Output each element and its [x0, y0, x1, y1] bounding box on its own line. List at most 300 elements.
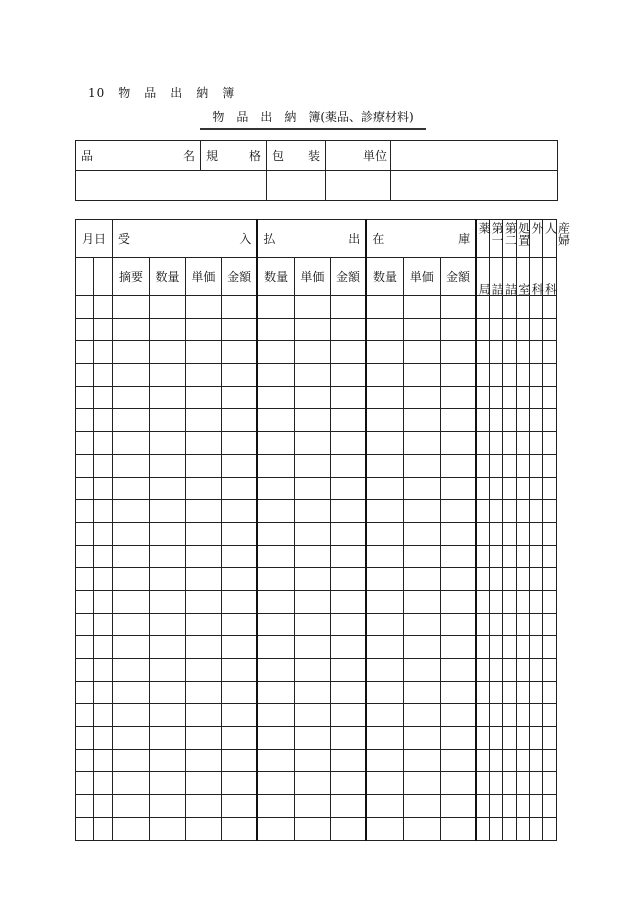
- treatment-room-cell[interactable]: [516, 432, 529, 455]
- receive-amount-cell[interactable]: [221, 772, 257, 795]
- obgyn-cell[interactable]: [543, 522, 557, 545]
- surgery-cell[interactable]: [530, 772, 543, 795]
- pharmacy-cell[interactable]: [476, 409, 489, 432]
- treatment-room-cell[interactable]: [516, 409, 529, 432]
- pay-quantity-cell[interactable]: [257, 659, 294, 682]
- station-2-cell[interactable]: [503, 545, 516, 568]
- stock-amount-cell[interactable]: [440, 704, 476, 727]
- pay-unit-price-cell[interactable]: [294, 727, 330, 750]
- month-cell[interactable]: [76, 454, 94, 477]
- station-1-cell[interactable]: [490, 659, 503, 682]
- receive-amount-cell[interactable]: [221, 568, 257, 591]
- receive-unit-price-cell[interactable]: [185, 409, 221, 432]
- receive-quantity-cell[interactable]: [149, 341, 185, 364]
- station-1-cell[interactable]: [490, 432, 503, 455]
- packaging-field[interactable]: [267, 171, 326, 201]
- receive-quantity-cell[interactable]: [149, 364, 185, 387]
- pay-quantity-cell[interactable]: [257, 341, 294, 364]
- station-1-cell[interactable]: [490, 364, 503, 387]
- unit-value-field[interactable]: [391, 141, 558, 171]
- pay-amount-cell[interactable]: [330, 590, 366, 613]
- pay-unit-price-cell[interactable]: [294, 364, 330, 387]
- treatment-room-cell[interactable]: [516, 590, 529, 613]
- surgery-cell[interactable]: [530, 386, 543, 409]
- surgery-cell[interactable]: [530, 636, 543, 659]
- treatment-room-cell[interactable]: [516, 659, 529, 682]
- receive-summary-cell[interactable]: [112, 432, 149, 455]
- stock-amount-cell[interactable]: [440, 500, 476, 523]
- pay-unit-price-cell[interactable]: [294, 318, 330, 341]
- treatment-room-cell[interactable]: [516, 522, 529, 545]
- pay-unit-price-cell[interactable]: [294, 522, 330, 545]
- surgery-cell[interactable]: [530, 409, 543, 432]
- receive-amount-cell[interactable]: [221, 636, 257, 659]
- stock-quantity-cell[interactable]: [366, 341, 403, 364]
- day-cell[interactable]: [94, 772, 113, 795]
- pay-unit-price-cell[interactable]: [294, 636, 330, 659]
- day-cell[interactable]: [94, 727, 113, 750]
- station-1-cell[interactable]: [490, 296, 503, 319]
- surgery-cell[interactable]: [530, 522, 543, 545]
- pharmacy-cell[interactable]: [476, 749, 489, 772]
- pay-unit-price-cell[interactable]: [294, 704, 330, 727]
- remarks-field[interactable]: [391, 171, 558, 201]
- stock-amount-cell[interactable]: [440, 432, 476, 455]
- receive-unit-price-cell[interactable]: [185, 386, 221, 409]
- pharmacy-cell[interactable]: [476, 613, 489, 636]
- day-cell[interactable]: [94, 613, 113, 636]
- stock-unit-price-cell[interactable]: [403, 364, 440, 387]
- receive-summary-cell[interactable]: [112, 522, 149, 545]
- obgyn-cell[interactable]: [543, 772, 557, 795]
- pharmacy-cell[interactable]: [476, 477, 489, 500]
- stock-quantity-cell[interactable]: [366, 704, 403, 727]
- receive-summary-cell[interactable]: [112, 477, 149, 500]
- stock-unit-price-cell[interactable]: [403, 386, 440, 409]
- pay-quantity-cell[interactable]: [257, 386, 294, 409]
- stock-unit-price-cell[interactable]: [403, 613, 440, 636]
- receive-unit-price-cell[interactable]: [185, 613, 221, 636]
- month-cell[interactable]: [76, 795, 94, 818]
- month-cell[interactable]: [76, 749, 94, 772]
- stock-amount-cell[interactable]: [440, 296, 476, 319]
- station-2-cell[interactable]: [503, 296, 516, 319]
- pay-unit-price-cell[interactable]: [294, 749, 330, 772]
- obgyn-cell[interactable]: [543, 500, 557, 523]
- stock-amount-cell[interactable]: [440, 409, 476, 432]
- obgyn-cell[interactable]: [543, 613, 557, 636]
- receive-unit-price-cell[interactable]: [185, 341, 221, 364]
- station-2-cell[interactable]: [503, 795, 516, 818]
- stock-quantity-cell[interactable]: [366, 749, 403, 772]
- pay-quantity-cell[interactable]: [257, 477, 294, 500]
- receive-unit-price-cell[interactable]: [185, 659, 221, 682]
- receive-summary-cell[interactable]: [112, 341, 149, 364]
- receive-quantity-cell[interactable]: [149, 477, 185, 500]
- stock-amount-cell[interactable]: [440, 772, 476, 795]
- stock-unit-price-cell[interactable]: [403, 817, 440, 840]
- stock-amount-cell[interactable]: [440, 341, 476, 364]
- pay-unit-price-cell[interactable]: [294, 477, 330, 500]
- pay-amount-cell[interactable]: [330, 296, 366, 319]
- stock-quantity-cell[interactable]: [366, 477, 403, 500]
- stock-unit-price-cell[interactable]: [403, 318, 440, 341]
- pay-quantity-cell[interactable]: [257, 727, 294, 750]
- receive-quantity-cell[interactable]: [149, 296, 185, 319]
- pay-amount-cell[interactable]: [330, 772, 366, 795]
- day-cell[interactable]: [94, 636, 113, 659]
- station-1-cell[interactable]: [490, 341, 503, 364]
- month-cell[interactable]: [76, 568, 94, 591]
- surgery-cell[interactable]: [530, 727, 543, 750]
- stock-amount-cell[interactable]: [440, 568, 476, 591]
- pay-unit-price-cell[interactable]: [294, 659, 330, 682]
- pay-amount-cell[interactable]: [330, 454, 366, 477]
- receive-unit-price-cell[interactable]: [185, 432, 221, 455]
- receive-amount-cell[interactable]: [221, 613, 257, 636]
- station-2-cell[interactable]: [503, 341, 516, 364]
- treatment-room-cell[interactable]: [516, 454, 529, 477]
- obgyn-cell[interactable]: [543, 704, 557, 727]
- day-cell[interactable]: [94, 817, 113, 840]
- stock-amount-cell[interactable]: [440, 364, 476, 387]
- receive-quantity-cell[interactable]: [149, 659, 185, 682]
- day-cell[interactable]: [94, 681, 113, 704]
- receive-summary-cell[interactable]: [112, 749, 149, 772]
- month-cell[interactable]: [76, 364, 94, 387]
- stock-amount-cell[interactable]: [440, 590, 476, 613]
- stock-quantity-cell[interactable]: [366, 364, 403, 387]
- pay-quantity-cell[interactable]: [257, 749, 294, 772]
- station-1-cell[interactable]: [490, 590, 503, 613]
- receive-summary-cell[interactable]: [112, 636, 149, 659]
- obgyn-cell[interactable]: [543, 681, 557, 704]
- station-1-cell[interactable]: [490, 636, 503, 659]
- station-1-cell[interactable]: [490, 817, 503, 840]
- obgyn-cell[interactable]: [543, 727, 557, 750]
- month-cell[interactable]: [76, 704, 94, 727]
- pharmacy-cell[interactable]: [476, 817, 489, 840]
- day-cell[interactable]: [94, 341, 113, 364]
- surgery-cell[interactable]: [530, 477, 543, 500]
- receive-quantity-cell[interactable]: [149, 568, 185, 591]
- treatment-room-cell[interactable]: [516, 364, 529, 387]
- stock-unit-price-cell[interactable]: [403, 432, 440, 455]
- receive-quantity-cell[interactable]: [149, 409, 185, 432]
- stock-amount-cell[interactable]: [440, 386, 476, 409]
- treatment-room-cell[interactable]: [516, 545, 529, 568]
- receive-quantity-cell[interactable]: [149, 613, 185, 636]
- month-cell[interactable]: [76, 409, 94, 432]
- stock-quantity-cell[interactable]: [366, 522, 403, 545]
- receive-unit-price-cell[interactable]: [185, 795, 221, 818]
- day-cell[interactable]: [94, 432, 113, 455]
- receive-quantity-cell[interactable]: [149, 386, 185, 409]
- receive-quantity-cell[interactable]: [149, 500, 185, 523]
- receive-unit-price-cell[interactable]: [185, 727, 221, 750]
- receive-quantity-cell[interactable]: [149, 318, 185, 341]
- receive-quantity-cell[interactable]: [149, 727, 185, 750]
- receive-unit-price-cell[interactable]: [185, 545, 221, 568]
- surgery-cell[interactable]: [530, 318, 543, 341]
- month-cell[interactable]: [76, 477, 94, 500]
- month-cell[interactable]: [76, 386, 94, 409]
- receive-summary-cell[interactable]: [112, 454, 149, 477]
- station-2-cell[interactable]: [503, 500, 516, 523]
- pay-unit-price-cell[interactable]: [294, 590, 330, 613]
- pharmacy-cell[interactable]: [476, 318, 489, 341]
- stock-quantity-cell[interactable]: [366, 659, 403, 682]
- receive-amount-cell[interactable]: [221, 817, 257, 840]
- pay-amount-cell[interactable]: [330, 500, 366, 523]
- station-2-cell[interactable]: [503, 590, 516, 613]
- stock-quantity-cell[interactable]: [366, 318, 403, 341]
- receive-unit-price-cell[interactable]: [185, 454, 221, 477]
- receive-amount-cell[interactable]: [221, 681, 257, 704]
- pharmacy-cell[interactable]: [476, 681, 489, 704]
- month-cell[interactable]: [76, 727, 94, 750]
- stock-quantity-cell[interactable]: [366, 772, 403, 795]
- pay-unit-price-cell[interactable]: [294, 817, 330, 840]
- receive-amount-cell[interactable]: [221, 296, 257, 319]
- treatment-room-cell[interactable]: [516, 817, 529, 840]
- receive-unit-price-cell[interactable]: [185, 704, 221, 727]
- pay-unit-price-cell[interactable]: [294, 613, 330, 636]
- day-cell[interactable]: [94, 659, 113, 682]
- month-cell[interactable]: [76, 545, 94, 568]
- pay-unit-price-cell[interactable]: [294, 409, 330, 432]
- pharmacy-cell[interactable]: [476, 454, 489, 477]
- obgyn-cell[interactable]: [543, 817, 557, 840]
- obgyn-cell[interactable]: [543, 749, 557, 772]
- stock-unit-price-cell[interactable]: [403, 409, 440, 432]
- pharmacy-cell[interactable]: [476, 772, 489, 795]
- pay-unit-price-cell[interactable]: [294, 681, 330, 704]
- obgyn-cell[interactable]: [543, 341, 557, 364]
- stock-unit-price-cell[interactable]: [403, 704, 440, 727]
- stock-unit-price-cell[interactable]: [403, 636, 440, 659]
- surgery-cell[interactable]: [530, 704, 543, 727]
- receive-amount-cell[interactable]: [221, 409, 257, 432]
- pay-quantity-cell[interactable]: [257, 636, 294, 659]
- stock-amount-cell[interactable]: [440, 613, 476, 636]
- stock-quantity-cell[interactable]: [366, 545, 403, 568]
- station-1-cell[interactable]: [490, 795, 503, 818]
- receive-quantity-cell[interactable]: [149, 545, 185, 568]
- station-1-cell[interactable]: [490, 500, 503, 523]
- pay-amount-cell[interactable]: [330, 817, 366, 840]
- obgyn-cell[interactable]: [543, 409, 557, 432]
- surgery-cell[interactable]: [530, 454, 543, 477]
- station-2-cell[interactable]: [503, 681, 516, 704]
- pay-unit-price-cell[interactable]: [294, 772, 330, 795]
- pay-quantity-cell[interactable]: [257, 681, 294, 704]
- stock-quantity-cell[interactable]: [366, 500, 403, 523]
- obgyn-cell[interactable]: [543, 432, 557, 455]
- receive-unit-price-cell[interactable]: [185, 636, 221, 659]
- station-2-cell[interactable]: [503, 432, 516, 455]
- day-cell[interactable]: [94, 454, 113, 477]
- receive-unit-price-cell[interactable]: [185, 318, 221, 341]
- receive-summary-cell[interactable]: [112, 364, 149, 387]
- station-2-cell[interactable]: [503, 659, 516, 682]
- pay-amount-cell[interactable]: [330, 477, 366, 500]
- station-2-cell[interactable]: [503, 364, 516, 387]
- treatment-room-cell[interactable]: [516, 749, 529, 772]
- month-cell[interactable]: [76, 659, 94, 682]
- receive-quantity-cell[interactable]: [149, 432, 185, 455]
- pay-amount-cell[interactable]: [330, 613, 366, 636]
- treatment-room-cell[interactable]: [516, 296, 529, 319]
- receive-summary-cell[interactable]: [112, 545, 149, 568]
- stock-unit-price-cell[interactable]: [403, 500, 440, 523]
- stock-amount-cell[interactable]: [440, 659, 476, 682]
- stock-unit-price-cell[interactable]: [403, 341, 440, 364]
- stock-quantity-cell[interactable]: [366, 613, 403, 636]
- station-1-cell[interactable]: [490, 749, 503, 772]
- stock-amount-cell[interactable]: [440, 681, 476, 704]
- receive-amount-cell[interactable]: [221, 749, 257, 772]
- pay-amount-cell[interactable]: [330, 409, 366, 432]
- pharmacy-cell[interactable]: [476, 296, 489, 319]
- pay-unit-price-cell[interactable]: [294, 795, 330, 818]
- pay-amount-cell[interactable]: [330, 749, 366, 772]
- month-cell[interactable]: [76, 772, 94, 795]
- station-2-cell[interactable]: [503, 772, 516, 795]
- treatment-room-cell[interactable]: [516, 727, 529, 750]
- obgyn-cell[interactable]: [543, 590, 557, 613]
- month-cell[interactable]: [76, 613, 94, 636]
- pay-quantity-cell[interactable]: [257, 568, 294, 591]
- station-2-cell[interactable]: [503, 704, 516, 727]
- pay-amount-cell[interactable]: [330, 545, 366, 568]
- receive-amount-cell[interactable]: [221, 545, 257, 568]
- stock-unit-price-cell[interactable]: [403, 772, 440, 795]
- pay-amount-cell[interactable]: [330, 386, 366, 409]
- stock-unit-price-cell[interactable]: [403, 477, 440, 500]
- pay-amount-cell[interactable]: [330, 522, 366, 545]
- pay-amount-cell[interactable]: [330, 659, 366, 682]
- pay-unit-price-cell[interactable]: [294, 432, 330, 455]
- pay-unit-price-cell[interactable]: [294, 296, 330, 319]
- station-1-cell[interactable]: [490, 318, 503, 341]
- receive-summary-cell[interactable]: [112, 500, 149, 523]
- pay-quantity-cell[interactable]: [257, 522, 294, 545]
- pharmacy-cell[interactable]: [476, 659, 489, 682]
- stock-quantity-cell[interactable]: [366, 636, 403, 659]
- treatment-room-cell[interactable]: [516, 613, 529, 636]
- obgyn-cell[interactable]: [543, 477, 557, 500]
- station-1-cell[interactable]: [490, 386, 503, 409]
- receive-summary-cell[interactable]: [112, 590, 149, 613]
- surgery-cell[interactable]: [530, 364, 543, 387]
- day-cell[interactable]: [94, 590, 113, 613]
- station-1-cell[interactable]: [490, 772, 503, 795]
- day-cell[interactable]: [94, 749, 113, 772]
- pharmacy-cell[interactable]: [476, 590, 489, 613]
- receive-amount-cell[interactable]: [221, 795, 257, 818]
- day-cell[interactable]: [94, 704, 113, 727]
- pay-amount-cell[interactable]: [330, 636, 366, 659]
- stock-unit-price-cell[interactable]: [403, 545, 440, 568]
- month-cell[interactable]: [76, 500, 94, 523]
- day-cell[interactable]: [94, 296, 113, 319]
- treatment-room-cell[interactable]: [516, 318, 529, 341]
- pharmacy-cell[interactable]: [476, 432, 489, 455]
- receive-unit-price-cell[interactable]: [185, 500, 221, 523]
- treatment-room-cell[interactable]: [516, 681, 529, 704]
- stock-quantity-cell[interactable]: [366, 727, 403, 750]
- pay-quantity-cell[interactable]: [257, 364, 294, 387]
- month-cell[interactable]: [76, 341, 94, 364]
- stock-unit-price-cell[interactable]: [403, 590, 440, 613]
- surgery-cell[interactable]: [530, 590, 543, 613]
- stock-unit-price-cell[interactable]: [403, 795, 440, 818]
- pay-unit-price-cell[interactable]: [294, 568, 330, 591]
- pay-unit-price-cell[interactable]: [294, 454, 330, 477]
- stock-quantity-cell[interactable]: [366, 454, 403, 477]
- stock-amount-cell[interactable]: [440, 318, 476, 341]
- pay-quantity-cell[interactable]: [257, 795, 294, 818]
- pharmacy-cell[interactable]: [476, 568, 489, 591]
- surgery-cell[interactable]: [530, 795, 543, 818]
- pharmacy-cell[interactable]: [476, 795, 489, 818]
- pharmacy-cell[interactable]: [476, 364, 489, 387]
- station-1-cell[interactable]: [490, 409, 503, 432]
- receive-unit-price-cell[interactable]: [185, 296, 221, 319]
- pay-amount-cell[interactable]: [330, 568, 366, 591]
- station-1-cell[interactable]: [490, 727, 503, 750]
- receive-amount-cell[interactable]: [221, 477, 257, 500]
- receive-quantity-cell[interactable]: [149, 681, 185, 704]
- receive-summary-cell[interactable]: [112, 296, 149, 319]
- stock-quantity-cell[interactable]: [366, 795, 403, 818]
- month-cell[interactable]: [76, 681, 94, 704]
- pay-quantity-cell[interactable]: [257, 704, 294, 727]
- stock-amount-cell[interactable]: [440, 477, 476, 500]
- station-2-cell[interactable]: [503, 454, 516, 477]
- receive-summary-cell[interactable]: [112, 409, 149, 432]
- station-1-cell[interactable]: [490, 613, 503, 636]
- stock-amount-cell[interactable]: [440, 795, 476, 818]
- pay-quantity-cell[interactable]: [257, 817, 294, 840]
- receive-amount-cell[interactable]: [221, 364, 257, 387]
- pharmacy-cell[interactable]: [476, 522, 489, 545]
- pay-quantity-cell[interactable]: [257, 296, 294, 319]
- station-2-cell[interactable]: [503, 636, 516, 659]
- stock-quantity-cell[interactable]: [366, 590, 403, 613]
- surgery-cell[interactable]: [530, 681, 543, 704]
- pay-quantity-cell[interactable]: [257, 500, 294, 523]
- receive-quantity-cell[interactable]: [149, 772, 185, 795]
- stock-quantity-cell[interactable]: [366, 296, 403, 319]
- stock-unit-price-cell[interactable]: [403, 727, 440, 750]
- stock-unit-price-cell[interactable]: [403, 568, 440, 591]
- station-1-cell[interactable]: [490, 454, 503, 477]
- obgyn-cell[interactable]: [543, 795, 557, 818]
- station-2-cell[interactable]: [503, 522, 516, 545]
- day-cell[interactable]: [94, 500, 113, 523]
- obgyn-cell[interactable]: [543, 568, 557, 591]
- receive-amount-cell[interactable]: [221, 500, 257, 523]
- receive-unit-price-cell[interactable]: [185, 364, 221, 387]
- receive-unit-price-cell[interactable]: [185, 681, 221, 704]
- receive-quantity-cell[interactable]: [149, 795, 185, 818]
- day-cell[interactable]: [94, 409, 113, 432]
- receive-amount-cell[interactable]: [221, 727, 257, 750]
- receive-unit-price-cell[interactable]: [185, 522, 221, 545]
- station-2-cell[interactable]: [503, 409, 516, 432]
